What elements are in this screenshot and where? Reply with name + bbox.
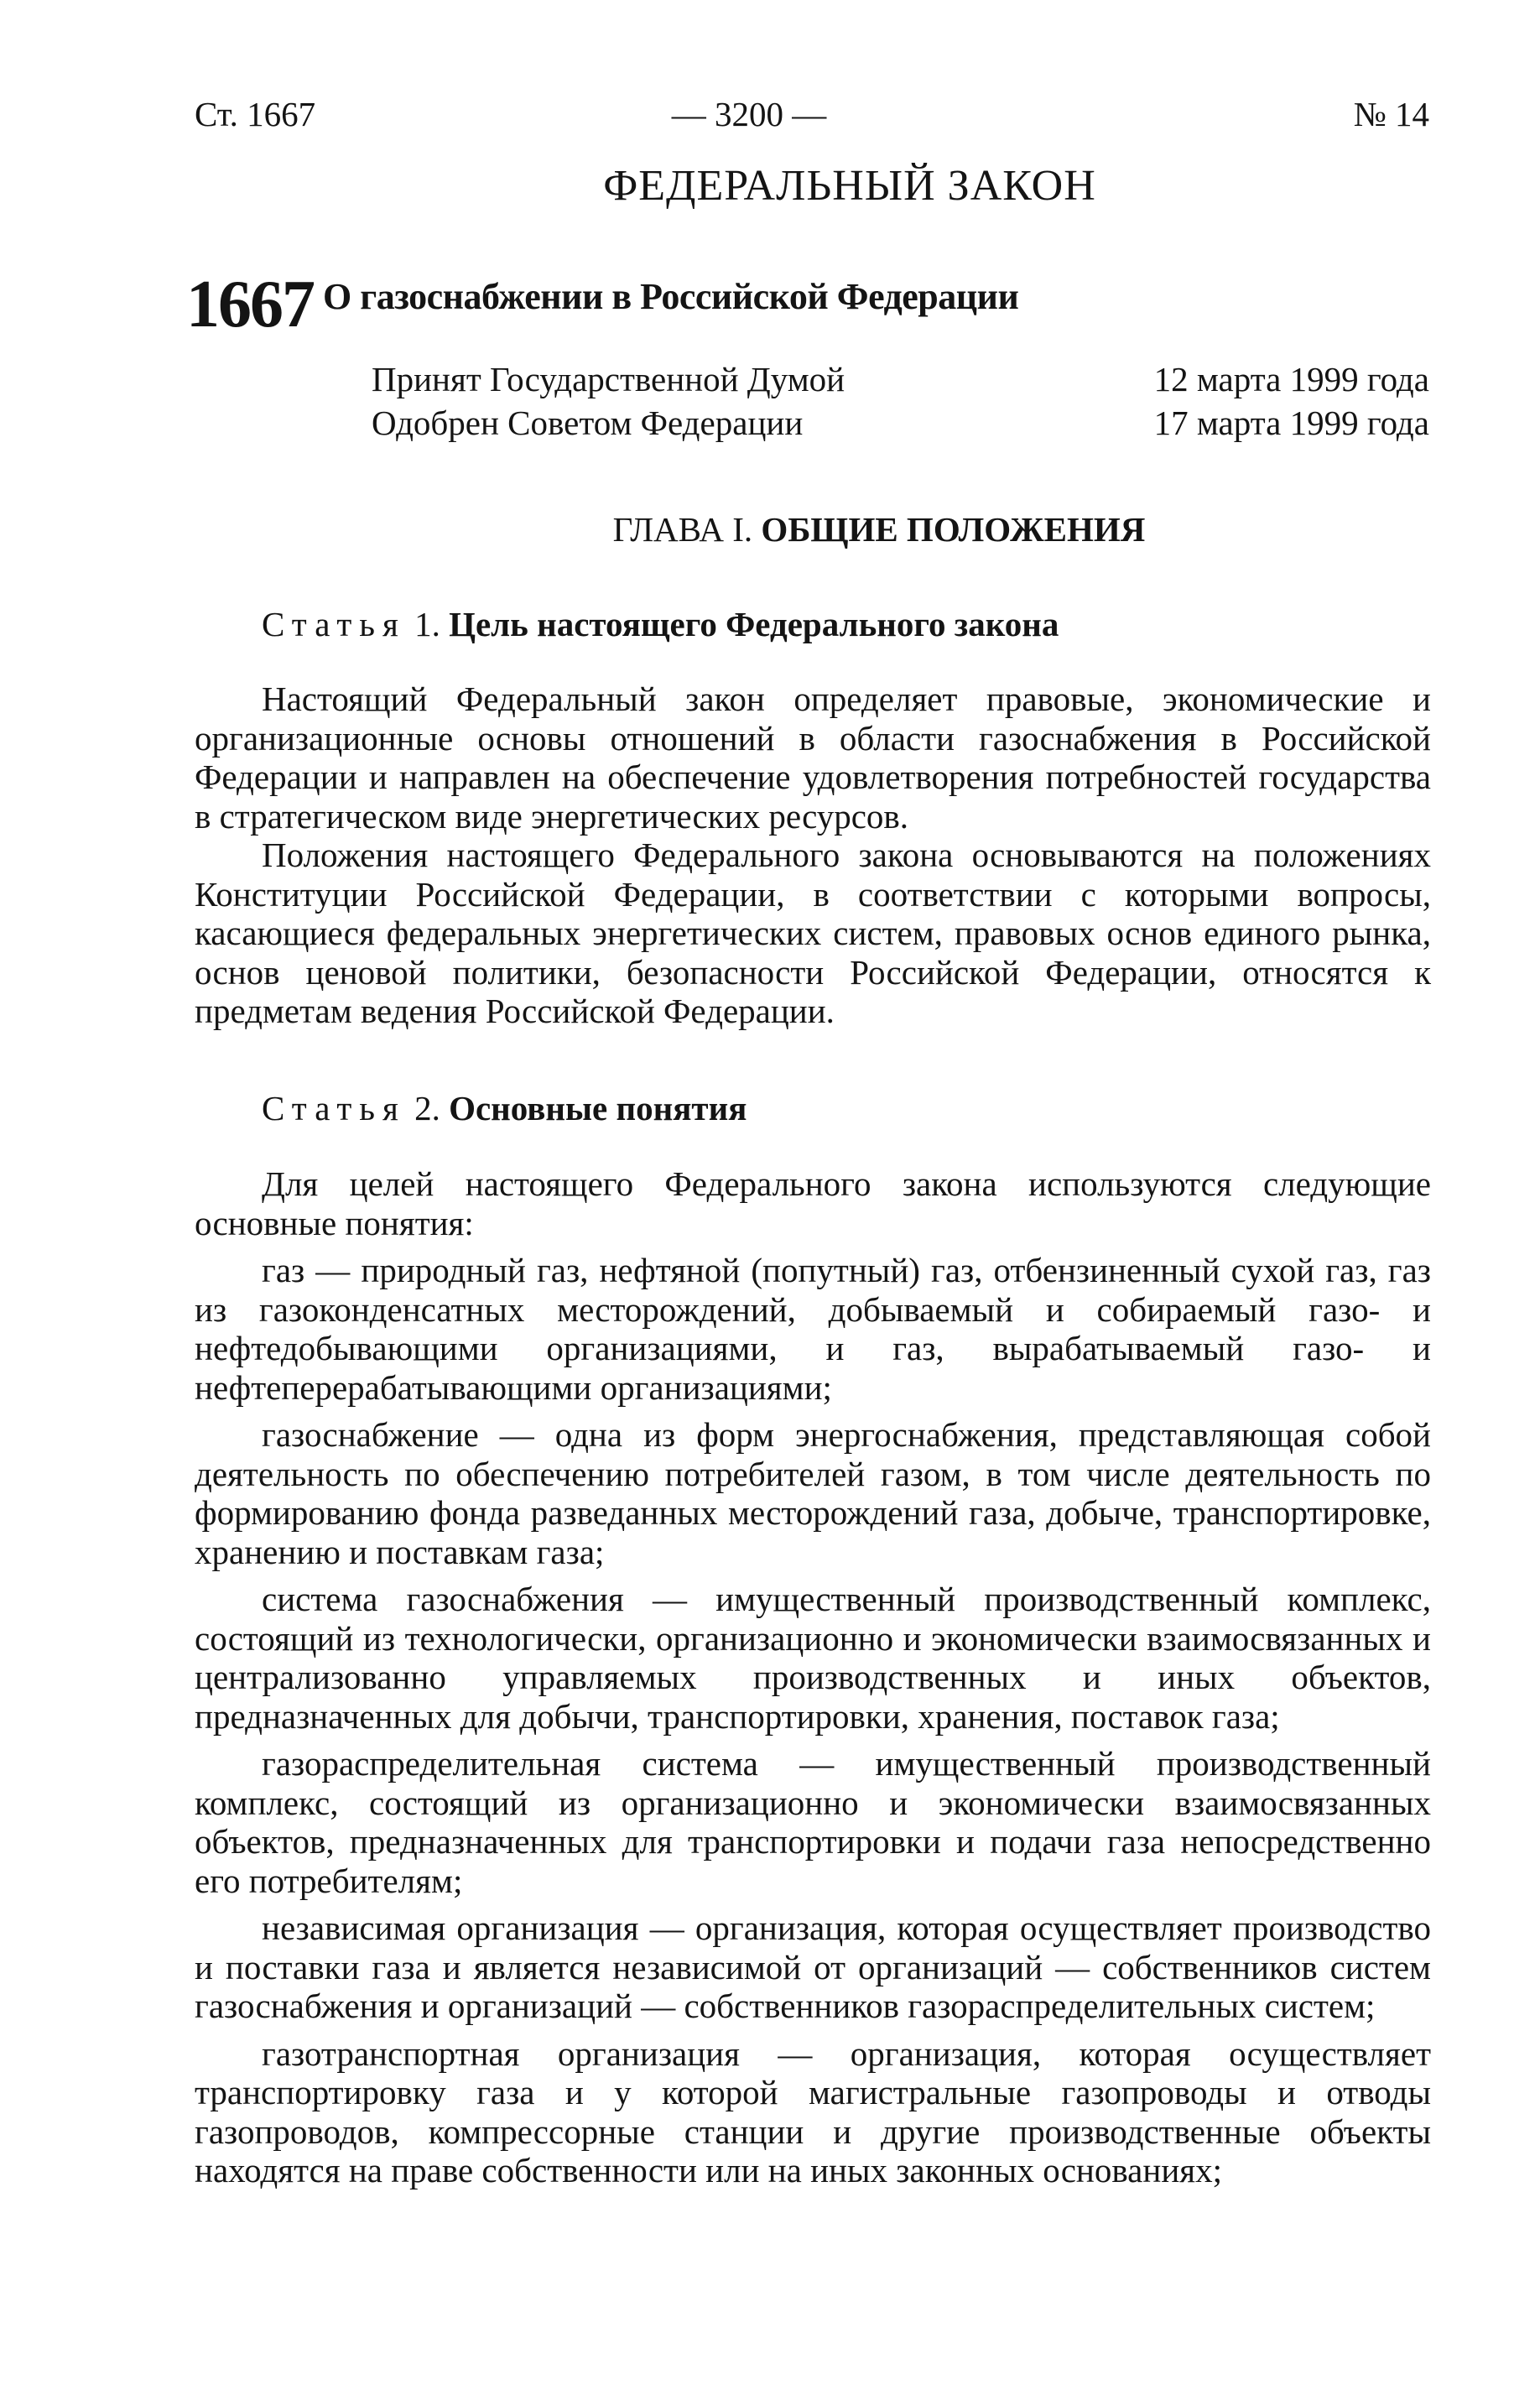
article-title: Цель настоящего Федерального закона [449,605,1059,643]
chapter-label: ГЛАВА I. [612,510,753,549]
definition-paragraph: газоснабжение — одна из форм энергоснабжения, представляющая собой деятельность по обеспечению потребителей газом, в том числе деятельность по формированию фонда разведанных месторождений газа, добыче, транспортировке, хранению и поставкам газа; [195,1415,1431,1571]
definition-paragraph: газораспределительная система — имущественный производственный комплекс, состоящий из организационно и экономически взаимосвязанных объектов, предназначенных для транспортировки и подачи газа непосредственно его потребителям; [195,1744,1431,1900]
definition-paragraph: система газоснабжения — имущественный производственный комплекс, состоящий из технологически, организационно и экономически взаимосвязанных и централизованно управляемых производственных и иных объектов, предназначенных для добычи, транспортировки, хранения, поставок газа; [195,1580,1431,1736]
adopting-body: Принят Государственной Думой [372,360,845,398]
adoption-date: 12 марта 1999 года [1153,360,1429,398]
chapter-heading [195,509,1429,549]
article-word: Статья [262,1089,406,1127]
article-heading [262,604,1059,644]
law-number: 1667 [186,268,314,341]
article-number: 2. [414,1089,440,1127]
paragraph: Настоящий Федеральный закон определяет правовые, экономические и организационные основы отношений в области газоснабжения в Российской Федерации и направлен на обеспечение удовлетворения потребностей государства в стратегическом виде энергетических ресурсов. [195,680,1431,836]
running-header [195,94,1429,144]
document-type-heading: ФЕДЕРАЛЬНЫЙ ЗАКОН [603,162,1096,210]
article-word: Статья [262,605,406,643]
article-reference: Ст. 1667 [195,95,316,133]
definition-paragraph: газотранспортная организация — организация, которая осуществляет транспортировку газа и у которой магистральные газопроводы и отводы газопроводов, компрессорные станции и другие производственные объекты находятся на праве собственности или на иных законных основаниях; [195,2033,1431,2190]
issue-number: № 14 [1353,95,1429,133]
article-heading [262,1088,747,1128]
adoption-date: 17 марта 1999 года [1153,404,1429,442]
adoption-row [372,359,1429,403]
article-body [195,1164,1431,2199]
adopting-body: Одобрен Советом Федерации [372,404,804,442]
definition-paragraph: независимая организация — организация, которая осуществляет производство и поставки газа и является независимой от организаций — собственников систем газоснабжения и организаций — собственников газораспределительных систем; [195,1908,1431,2025]
article-title: Основные понятия [449,1089,747,1127]
law-title: О газоснабжении в Российской Федерации [323,276,1019,317]
page-number: — 3200 — [671,95,827,133]
article-body [195,680,1431,1031]
adoption-row [372,403,1429,446]
paragraph: Положения настоящего Федерального закона основываются на положениях Конституции Российской Федерации, в соответствии с которыми вопросы, касающиеся федеральных энергетических систем, правовых основ единого рынка, основ ценовой политики, безопасности Российской Федерации, относятся к предметам ведения Российской Федерации. [195,836,1431,1030]
definition-paragraph: газ — природный газ, нефтяной (попутный) газ, отбензиненный сухой газ, газ из газоконденсатных месторождений, добываемый и собираемый газо- и нефтедобывающими организациями, и газ, вырабатываемый газо- и нефтеперерабатывающими организациями; [195,1251,1431,1407]
article-number: 1. [414,605,440,643]
paragraph: Для целей настоящего Федерального закона используются следующие основные понятия: [195,1164,1431,1242]
chapter-title: ОБЩИЕ ПОЛОЖЕНИЯ [761,510,1146,549]
